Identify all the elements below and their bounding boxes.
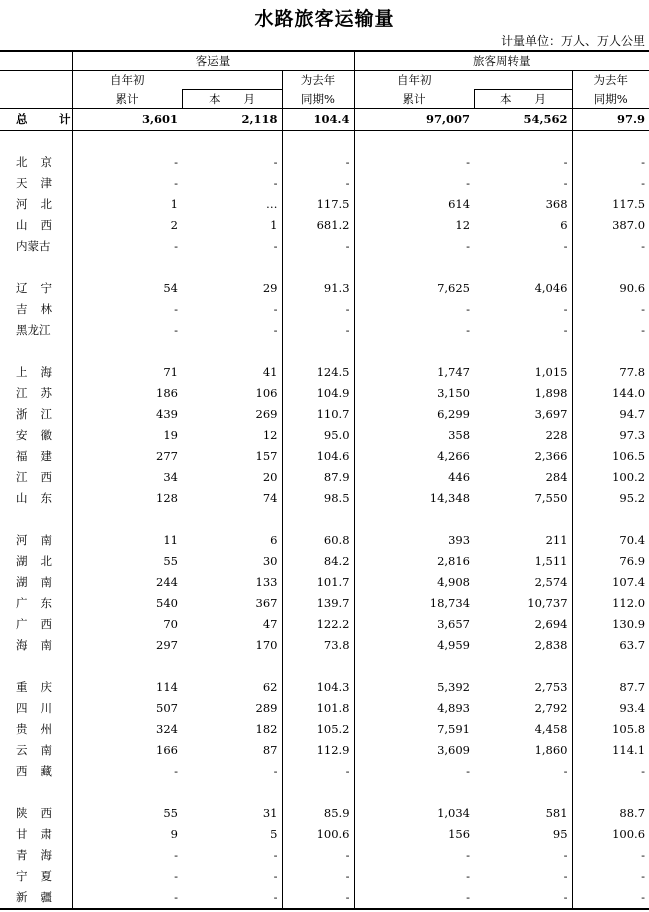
cell-turnover-month: 1,015 [534,365,568,379]
row-name: 四川 [16,701,65,715]
cell-turnover-yoy: - [572,299,649,320]
cell-volume-month: 12 [262,428,278,442]
cell-turnover-month: - [563,239,568,253]
header-yoy-pct-1: 同期% [282,90,354,109]
cell-turnover-month: 1,511 [534,554,568,568]
cell-turnover-ytd: - [354,761,474,782]
cell-volume-month: 20 [262,470,278,484]
cell-turnover-ytd: - [354,236,474,257]
cell-volume-ytd: - [72,866,182,887]
cell-volume-ytd: 439 [72,404,182,425]
table-row [0,278,649,299]
cell-volume-month: - [273,323,278,337]
cell-volume-ytd: - [72,173,182,194]
row-name: 青海 [16,848,65,862]
cell-turnover-ytd: 3,609 [354,740,474,761]
cell-turnover-ytd: - [354,299,474,320]
cell-volume-month: - [273,155,278,169]
cell-turnover-yoy: 94.7 [572,404,649,425]
cell-volume-yoy: 117.5 [282,194,354,215]
row-name: 福建 [16,449,65,463]
row-name: 山西 [16,218,65,232]
table-row [0,362,649,383]
group-spacer [0,656,649,677]
header-yoy-2: 为去年 [572,71,649,90]
cell-volume-month: … [266,197,278,211]
cell-turnover-ytd: 446 [354,467,474,488]
group-spacer [0,782,649,803]
row-name: 宁夏 [16,869,65,883]
cell-volume-month: 31 [262,806,278,820]
cell-turnover-ytd: - [354,866,474,887]
cell-volume-ytd: 11 [72,530,182,551]
table-row [0,383,649,404]
cell-volume-ytd: 324 [72,719,182,740]
cell-volume-month: 1 [270,218,278,232]
row-name: 吉林 [16,302,65,316]
table-row [0,635,649,656]
cell-turnover-month: - [563,869,568,883]
cell-turnover-month: 228 [545,428,568,442]
cell-turnover-yoy: 114.1 [572,740,649,761]
header-month-1: 本 月 [182,90,282,109]
cell-turnover-yoy: 130.9 [572,614,649,635]
cell-turnover-yoy: - [572,152,649,173]
cell-volume-yoy: 101.7 [282,572,354,593]
cell-turnover-yoy: 97.9 [572,109,649,131]
cell-volume-ytd: - [72,887,182,909]
table-row [0,740,649,761]
cell-volume-month: 170 [255,638,278,652]
cell-turnover-month: 4,046 [534,281,568,295]
cell-turnover-ytd: 7,625 [354,278,474,299]
cell-volume-month: 29 [262,281,278,295]
cell-turnover-yoy: 93.4 [572,698,649,719]
cell-volume-yoy: 87.9 [282,467,354,488]
cell-volume-yoy: 95.0 [282,425,354,446]
cell-volume-yoy: 104.3 [282,677,354,698]
cell-volume-yoy: 73.8 [282,635,354,656]
cell-volume-ytd: 277 [72,446,182,467]
cell-volume-month: - [273,302,278,316]
row-name: 海南 [16,638,65,652]
cell-volume-ytd: 507 [72,698,182,719]
cell-volume-yoy: - [282,761,354,782]
cell-turnover-month: 3,697 [534,407,568,421]
cell-turnover-ytd: - [354,320,474,341]
cell-turnover-yoy: - [572,845,649,866]
table-row [0,152,649,173]
cell-volume-month: 106 [255,386,278,400]
header-month-2: 本 月 [474,90,572,109]
cell-turnover-yoy: 87.7 [572,677,649,698]
table-row [0,614,649,635]
cell-turnover-yoy: 105.8 [572,719,649,740]
table-row [0,803,649,824]
cell-volume-ytd: 71 [72,362,182,383]
row-name: 河北 [16,197,65,211]
cell-volume-month: - [273,764,278,778]
cell-volume-month: 62 [262,680,278,694]
cell-turnover-yoy: - [572,866,649,887]
cell-volume-yoy: 104.4 [282,109,354,131]
cell-turnover-ytd: 3,150 [354,383,474,404]
cell-volume-ytd: 540 [72,593,182,614]
cell-volume-yoy: 98.5 [282,488,354,509]
group-spacer [0,341,649,362]
cell-turnover-ytd: - [354,152,474,173]
passenger-table [0,50,649,910]
cell-turnover-ytd: 4,266 [354,446,474,467]
header-passenger-turnover: 旅客周转量 [354,51,649,71]
cell-volume-yoy: 101.8 [282,698,354,719]
table-row [0,404,649,425]
cell-turnover-month: 2,694 [534,617,568,631]
cell-volume-ytd: 19 [72,425,182,446]
row-name: 甘肃 [16,827,65,841]
row-name: 天津 [16,176,65,190]
cell-turnover-yoy: 112.0 [572,593,649,614]
table-row [0,320,649,341]
cell-turnover-ytd: 358 [354,425,474,446]
table-row [0,698,649,719]
row-name: 广东 [16,596,65,610]
table-row [0,761,649,782]
cell-volume-yoy: 105.2 [282,719,354,740]
row-name: 河南 [16,533,65,547]
cell-turnover-yoy: - [572,887,649,909]
table-row [0,572,649,593]
cell-volume-yoy: 91.3 [282,278,354,299]
cell-turnover-month: - [563,764,568,778]
cell-volume-ytd: 54 [72,278,182,299]
cell-turnover-ytd: 14,348 [354,488,474,509]
table-row [0,488,649,509]
row-name: 安徽 [16,428,65,442]
cell-volume-ytd: 166 [72,740,182,761]
header-ytd-cum-1: 累计 [72,90,182,109]
table-row [0,824,649,845]
table-row [0,194,649,215]
cell-volume-month: 30 [262,554,278,568]
page-title: 水路旅客运输量 [254,8,395,30]
row-name: 内蒙古 [16,239,51,253]
cell-turnover-month: - [563,176,568,190]
cell-volume-ytd: 2 [72,215,182,236]
row-name: 湖北 [16,554,65,568]
cell-turnover-month: 211 [545,533,568,547]
cell-turnover-yoy: - [572,320,649,341]
cell-turnover-month: 2,366 [534,449,568,463]
cell-volume-yoy: 84.2 [282,551,354,572]
header-corner [0,51,72,71]
cell-volume-yoy: 85.9 [282,803,354,824]
cell-volume-month: - [273,869,278,883]
cell-volume-month: 74 [262,491,278,505]
cell-turnover-month: 7,550 [534,491,568,505]
cell-turnover-yoy: 70.4 [572,530,649,551]
cell-volume-yoy: 104.6 [282,446,354,467]
cell-turnover-month: 95 [552,827,568,841]
cell-turnover-yoy: 106.5 [572,446,649,467]
cell-turnover-yoy: 90.6 [572,278,649,299]
cell-volume-month: 367 [255,596,278,610]
cell-volume-month: 269 [255,407,278,421]
table-body [0,109,649,910]
cell-turnover-month: 54,562 [474,109,572,131]
table-row [0,467,649,488]
cell-turnover-yoy: 95.2 [572,488,649,509]
cell-turnover-ytd: 5,392 [354,677,474,698]
cell-volume-ytd: 297 [72,635,182,656]
table-row [0,719,649,740]
cell-turnover-ytd: - [354,887,474,909]
cell-turnover-month: 4,458 [534,722,568,736]
cell-volume-ytd: 34 [72,467,182,488]
cell-volume-yoy: 112.9 [282,740,354,761]
cell-volume-ytd: 186 [72,383,182,404]
cell-turnover-month: 10,737 [527,596,568,610]
table-row [0,173,649,194]
cell-volume-yoy: 139.7 [282,593,354,614]
cell-turnover-month: - [563,302,568,316]
header-ytd-2: 自年初 [354,71,474,90]
cell-turnover-yoy: 117.5 [572,194,649,215]
table-header [0,51,649,109]
cell-turnover-yoy: - [572,236,649,257]
cell-volume-month: 289 [255,701,278,715]
cell-turnover-month: 2,838 [534,638,568,652]
cell-turnover-ytd: 7,591 [354,719,474,740]
table-row [0,551,649,572]
cell-turnover-yoy: 107.4 [572,572,649,593]
cell-turnover-ytd: 614 [354,194,474,215]
cell-volume-month: 5 [270,827,278,841]
cell-volume-month: 47 [262,617,278,631]
row-name: 江西 [16,470,65,484]
cell-volume-ytd: - [72,152,182,173]
cell-volume-month: - [273,848,278,862]
cell-volume-ytd: - [72,320,182,341]
cell-turnover-month: - [563,155,568,169]
row-name: 陕西 [16,806,65,820]
cell-turnover-yoy: 63.7 [572,635,649,656]
cell-turnover-ytd: - [354,173,474,194]
row-name: 贵州 [16,722,65,736]
header-yoy-pct-2: 同期% [572,90,649,109]
cell-volume-month: - [273,239,278,253]
cell-volume-yoy: 104.9 [282,383,354,404]
cell-turnover-ytd: 6,299 [354,404,474,425]
cell-turnover-ytd: 97,007 [354,109,474,131]
cell-volume-month: 133 [255,575,278,589]
cell-turnover-month: 2,574 [534,575,568,589]
cell-volume-ytd: - [72,299,182,320]
table-row [0,236,649,257]
cell-volume-month: 2,118 [182,109,282,131]
cell-turnover-ytd: 18,734 [354,593,474,614]
cell-volume-month: 157 [255,449,278,463]
group-spacer [0,257,649,278]
cell-volume-ytd: 55 [72,803,182,824]
table-row [0,215,649,236]
cell-turnover-month: 1,898 [534,386,568,400]
cell-turnover-yoy: - [572,173,649,194]
table-row [0,425,649,446]
row-name: 黑龙江 [16,323,51,337]
header-ytd-1: 自年初 [72,71,182,90]
cell-turnover-ytd: 2,816 [354,551,474,572]
cell-turnover-yoy: 387.0 [572,215,649,236]
table-row [0,446,649,467]
row-name: 总 计 [0,109,72,131]
cell-turnover-month: 2,753 [534,680,568,694]
total-row [0,109,649,131]
cell-turnover-month: 2,792 [534,701,568,715]
cell-volume-month: 87 [262,743,278,757]
cell-volume-yoy: - [282,236,354,257]
cell-volume-yoy: 110.7 [282,404,354,425]
cell-volume-month: 41 [262,365,278,379]
cell-volume-ytd: - [72,761,182,782]
cell-turnover-month: 284 [545,470,568,484]
row-name: 辽宁 [16,281,65,295]
cell-volume-yoy: 122.2 [282,614,354,635]
cell-turnover-month: - [474,887,572,909]
cell-volume-yoy: - [282,173,354,194]
cell-volume-yoy: 124.5 [282,362,354,383]
unit-label: 计量单位：万人、万人公里 [500,34,645,48]
table-row [0,677,649,698]
cell-volume-ytd: 70 [72,614,182,635]
cell-volume-ytd: 9 [72,824,182,845]
cell-turnover-month: - [563,323,568,337]
cell-volume-ytd: 114 [72,677,182,698]
cell-turnover-ytd: 4,908 [354,572,474,593]
cell-turnover-yoy: 144.0 [572,383,649,404]
row-name: 湖南 [16,575,65,589]
table-row [0,593,649,614]
cell-turnover-yoy: - [572,761,649,782]
table-row [0,866,649,887]
cell-turnover-month: - [563,848,568,862]
row-name: 上海 [16,365,65,379]
cell-turnover-ytd: 156 [354,824,474,845]
cell-volume-ytd: - [72,845,182,866]
cell-turnover-ytd: 4,959 [354,635,474,656]
header-yoy-1: 为去年 [282,71,354,90]
cell-volume-yoy: - [282,887,354,909]
cell-turnover-ytd: 3,657 [354,614,474,635]
cell-volume-yoy: - [282,299,354,320]
row-name: 江苏 [16,386,65,400]
cell-volume-ytd: - [72,236,182,257]
cell-turnover-month: 581 [545,806,568,820]
cell-volume-yoy: - [282,320,354,341]
cell-turnover-yoy: 100.2 [572,467,649,488]
cell-volume-yoy: 60.8 [282,530,354,551]
cell-turnover-yoy: 100.6 [572,824,649,845]
table-row [0,530,649,551]
cell-volume-ytd: 3,601 [72,109,182,131]
row-name: 北京 [16,155,65,169]
cell-turnover-ytd: 393 [354,530,474,551]
cell-volume-month: 6 [270,533,278,547]
cell-volume-month: - [182,887,282,909]
cell-volume-yoy: - [282,152,354,173]
cell-volume-yoy: 681.2 [282,215,354,236]
cell-volume-yoy: - [282,845,354,866]
row-name: 山东 [16,491,65,505]
cell-turnover-ytd: 4,893 [354,698,474,719]
row-name: 云南 [16,743,65,757]
group-spacer [0,131,649,153]
cell-turnover-yoy: 77.8 [572,362,649,383]
cell-turnover-yoy: 88.7 [572,803,649,824]
cell-volume-month: 182 [255,722,278,736]
row-name: 广西 [16,617,65,631]
table-row [0,845,649,866]
cell-turnover-yoy: 76.9 [572,551,649,572]
cell-turnover-ytd: - [354,845,474,866]
cell-volume-ytd: 55 [72,551,182,572]
cell-volume-ytd: 128 [72,488,182,509]
cell-turnover-ytd: 1,034 [354,803,474,824]
table-row [0,299,649,320]
cell-volume-month: - [273,176,278,190]
row-name: 重庆 [16,680,65,694]
cell-volume-ytd: 1 [72,194,182,215]
row-name: 浙江 [16,407,65,421]
cell-turnover-month: 6 [560,218,568,232]
table-row [0,887,649,909]
cell-turnover-yoy: 97.3 [572,425,649,446]
cell-turnover-month: 368 [545,197,568,211]
cell-turnover-month: 1,860 [534,743,568,757]
header-ytd-cum-2: 累计 [354,90,474,109]
group-spacer [0,509,649,530]
cell-turnover-ytd: 12 [354,215,474,236]
row-name: 新疆 [0,887,72,909]
cell-volume-ytd: 244 [72,572,182,593]
row-name: 西藏 [16,764,65,778]
cell-volume-yoy: - [282,866,354,887]
header-passenger-volume: 客运量 [72,51,354,71]
cell-volume-yoy: 100.6 [282,824,354,845]
cell-turnover-ytd: 1,747 [354,362,474,383]
